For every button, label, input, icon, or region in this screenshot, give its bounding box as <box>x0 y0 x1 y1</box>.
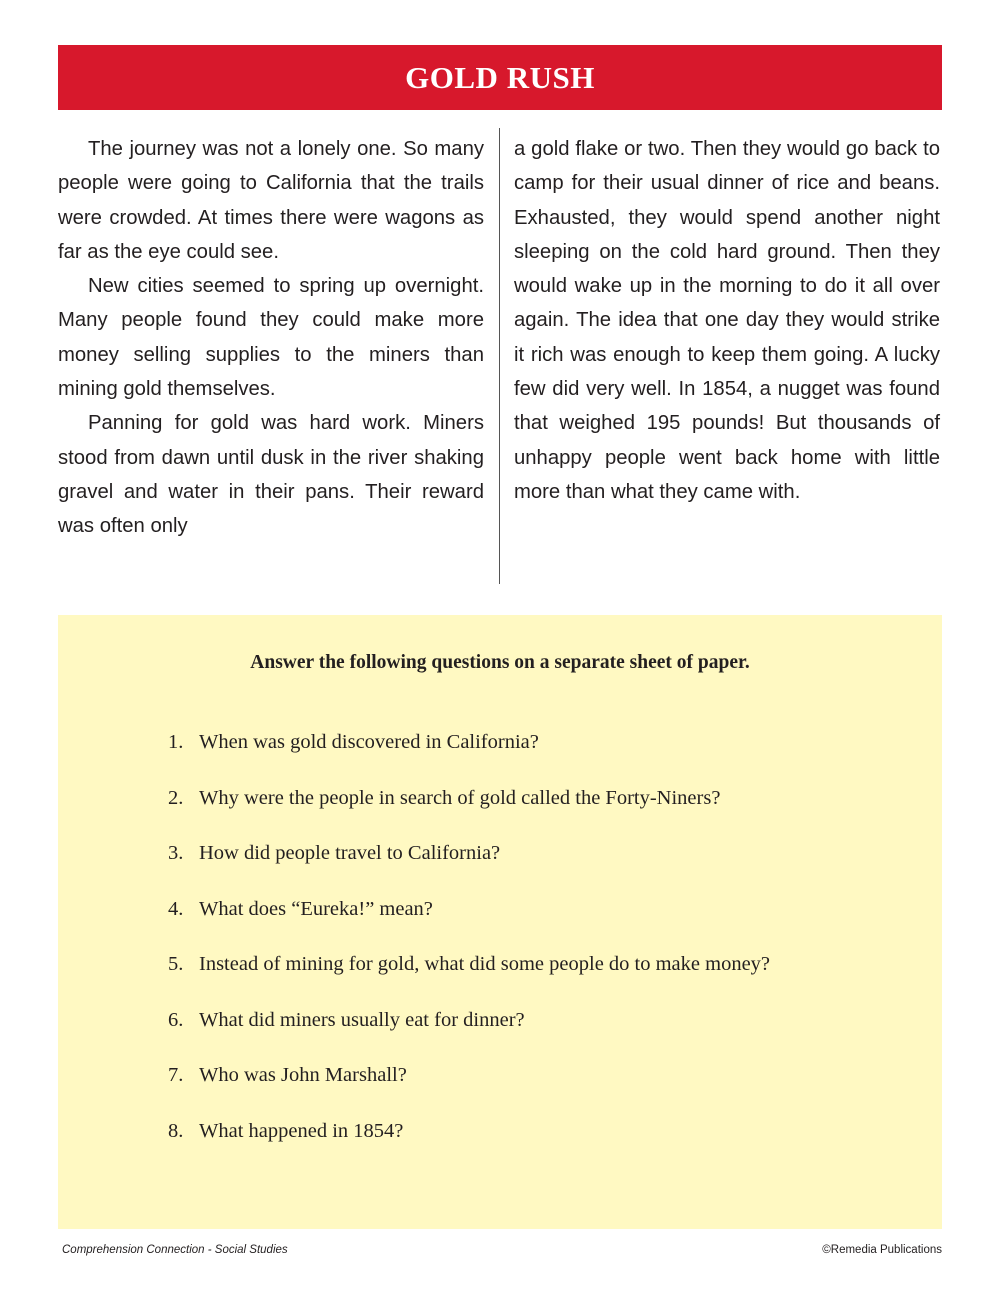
column-divider <box>499 128 500 584</box>
question-number: 1. <box>168 731 184 753</box>
question-item <box>168 838 770 894</box>
question-item <box>168 949 770 1005</box>
questions-list <box>168 727 770 1171</box>
title-banner <box>58 45 942 110</box>
question-number: 6. <box>168 1008 184 1031</box>
footer-series-title: Comprehension Connection - Social Studies <box>62 1244 288 1256</box>
question-item <box>168 1060 770 1116</box>
question-item <box>168 1116 770 1172</box>
question-number: 7. <box>168 1064 184 1086</box>
questions-box <box>58 615 942 1229</box>
paragraph: a gold flake or two. Then they would go back to camp for their usual dinner of rice and beans. Exhausted, they would spend another night sleeping on the cold hard ground. Then they would wake up in the morning to do it all over again. The idea that one day they would strike it rich was enough to keep them going. A lucky few did very well. In 1854, a nugget was found that weighed 195 pounds! But thousands of unhappy people went back home with little more than what they came with. <box>514 138 940 503</box>
passage-right-column <box>514 132 940 509</box>
paragraph: The journey was not a lonely one. So many people were going to California that the trails were crowded. At times there were wagons as far as the eye could see. <box>58 138 484 263</box>
instructions: Answer the following questions on a separate sheet of paper. <box>250 652 750 673</box>
question-item <box>168 894 770 950</box>
passage-left-column <box>58 132 484 544</box>
question-text: Why were the people in search of gold called the Forty-Niners? <box>199 786 721 809</box>
question-number: 4. <box>168 897 184 920</box>
question-text: Who was John Marshall? <box>199 1064 407 1086</box>
question-number: 8. <box>168 1119 184 1142</box>
question-item <box>168 783 770 839</box>
question-item <box>168 1005 770 1061</box>
question-text: What did miners usually eat for dinner? <box>199 1008 525 1031</box>
reading-passage <box>58 132 942 584</box>
question-text: When was gold discovered in California? <box>199 731 539 753</box>
question-text: What happened in 1854? <box>199 1119 404 1142</box>
paragraph: New cities seemed to spring up overnight. Many people found they could make more money selling supplies to the miners than mining gold themselves. <box>58 275 484 401</box>
footer-copyright: ©Remedia Publications <box>822 1244 942 1256</box>
question-text: Instead of mining for gold, what did some people do to make money? <box>199 953 771 975</box>
question-text: What does “Eureka!” mean? <box>199 897 433 920</box>
question-number: 2. <box>168 786 184 809</box>
question-number: 5. <box>168 953 184 975</box>
question-number: 3. <box>168 842 184 864</box>
page-title: GOLD RUSH <box>405 59 595 95</box>
question-item <box>168 727 770 783</box>
question-text: How did people travel to California? <box>199 842 501 864</box>
paragraph: Panning for gold was hard work. Miners stood from dawn until dusk in the river shaking gravel and water in their pans. Their reward was often only <box>58 412 484 538</box>
